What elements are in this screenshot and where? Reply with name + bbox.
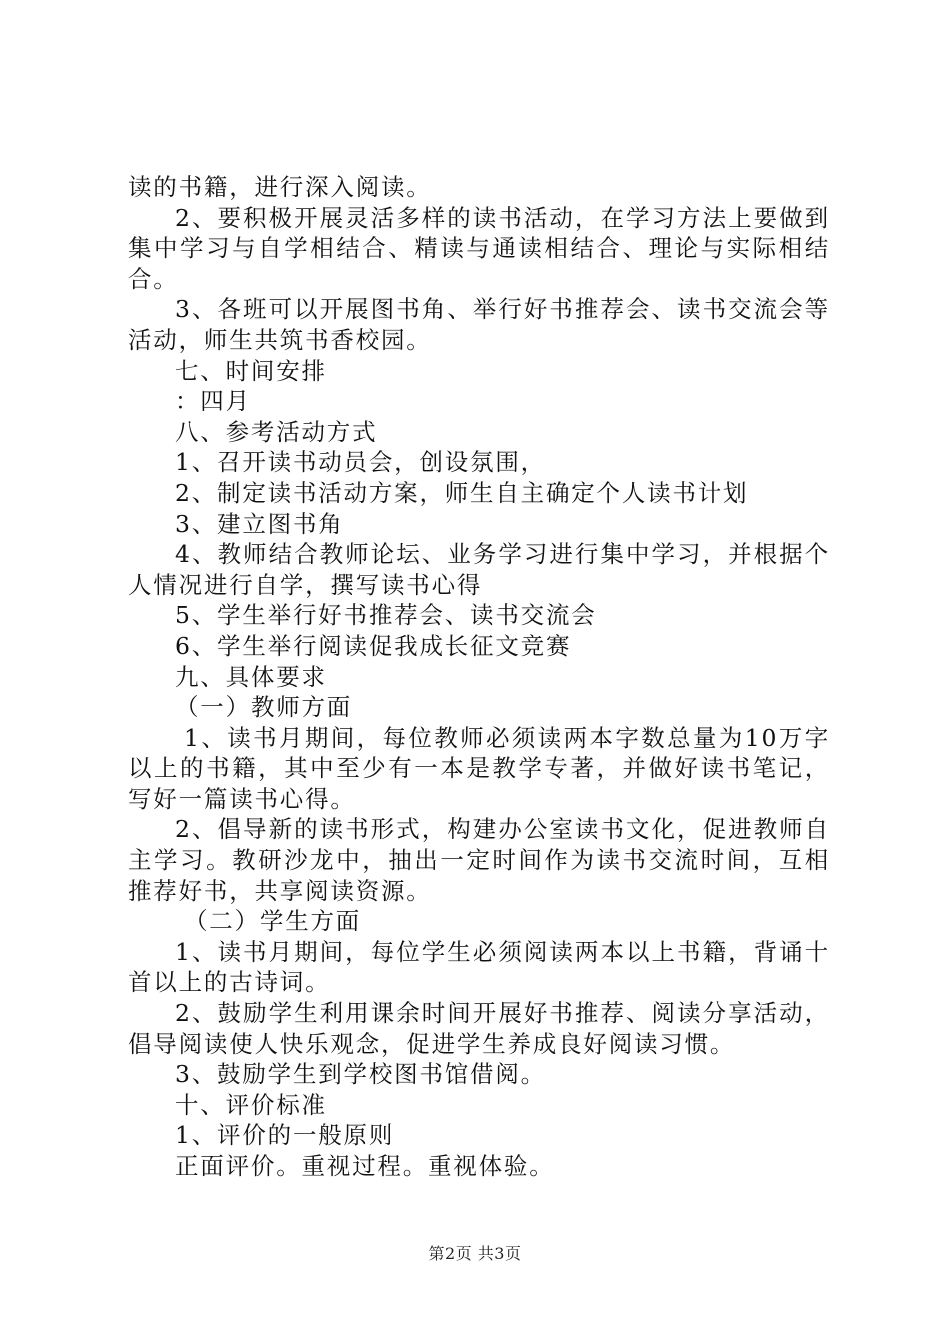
section-heading: 九、具体要求 [175,662,327,691]
list-item: 1、读书月期间，每位学生必须阅读两本以上书籍，背诵十首以上的古诗词。 [128,937,830,997]
list-item: 1、召开读书动员会，创设氛围， [175,448,546,477]
paragraph: ：四月 [175,387,251,416]
list-item: 1、读书月期间，每位教师必须读两本字数总量为10万字以上的书籍，其中至少有一本是教学专著，并做好读书笔记，写好一篇读书心得。 [128,723,830,813]
section-heading: 七、时间安排 [175,356,327,385]
list-item: 2、鼓励学生利用课余时间开展好书推荐、阅读分享活动，倡导阅读使人快乐观念，促进学生养成良好阅读习惯。 [128,999,830,1058]
paragraph: 读的书籍，进行深入阅读。 [128,173,432,201]
page-footer [0,1241,950,1264]
document-body [128,172,830,1182]
list-item: 6、学生举行阅读促我成长征文竞赛 [175,631,572,660]
paragraph: 正面评价。重视过程。重视体验。 [175,1152,555,1180]
section-heading: 十、评价标准 [175,1090,327,1119]
list-item: 2、制定读书活动方案，师生自主确定个人读书计划 [175,478,749,507]
page-number-label: 第2页 共3页 [428,1244,522,1263]
paragraph: 2、要积极开展灵活多样的读书活动，在学习方法上要做到集中学习与自学相结合、精读与通读相结合、理论与实际相结合。 [128,203,830,293]
section-heading: 八、参考活动方式 [175,417,378,446]
paragraph: 3、各班可以开展图书角、举行好书推荐会、读书交流会等活动，师生共筑书香校园。 [128,295,830,354]
list-item: 4、教师结合教师论坛、业务学习进行集中学习，并根据个人情况进行自学，撰写读书心得 [128,540,830,599]
list-item: 2、倡导新的读书形式，构建办公室读书文化，促进教师自主学习。教研沙龙中，抽出一定时间作为读书交流时间，互相推荐好书，共享阅读资源。 [128,815,830,905]
list-item: 1、评价的一般原则 [175,1121,395,1150]
list-item: 3、建立图书角 [175,509,344,538]
subsection-heading: （二）学生方面 [184,907,362,936]
list-item: 3、鼓励学生到学校图书馆借阅。 [175,1060,546,1089]
list-item: 5、学生举行好书推荐会、读书交流会 [175,601,597,630]
subsection-heading: （一）教师方面 [175,693,353,722]
